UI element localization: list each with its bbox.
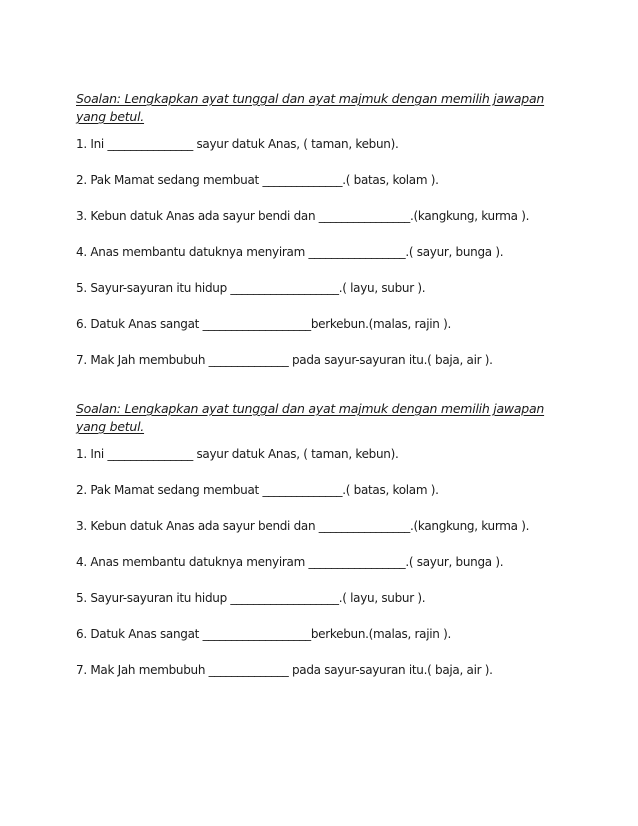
question-list [76, 446, 616, 678]
question-item-1: 1. Ini _______________ sayur datuk Anas, ( taman, kebun). [76, 447, 399, 461]
question-item-1: 1. Ini _______________ sayur datuk Anas, ( taman, kebun). [76, 137, 399, 151]
worksheet-section-1 [76, 90, 616, 367]
question-item-4: 4. Anas membantu datuknya menyiram _________________.( sayur, bunga ). [76, 555, 504, 569]
question-item-6: 6. Datuk Anas sangat ___________________berkebun.(malas, rajin ). [76, 317, 452, 331]
question-list [76, 136, 616, 368]
question-item-2: 2. Pak Mamat sedang membuat ______________.( batas, kolam ). [76, 483, 439, 497]
question-item-5: 5. Sayur-sayuran itu hidup ___________________.( layu, subur ). [76, 591, 426, 605]
question-item-3: 3. Kebun datuk Anas ada sayur bendi dan ________________.(kangkung, kurma ). [76, 209, 530, 223]
question-item-5: 5. Sayur-sayuran itu hidup ___________________.( layu, subur ). [76, 281, 426, 295]
question-item-4: 4. Anas membantu datuknya menyiram _________________.( sayur, bunga ). [76, 245, 504, 259]
question-item-6: 6. Datuk Anas sangat ___________________berkebun.(malas, rajin ). [76, 627, 452, 641]
question-item-3: 3. Kebun datuk Anas ada sayur bendi dan ________________.(kangkung, kurma ). [76, 519, 530, 533]
question-item-7: 7. Mak Jah membubuh ______________ pada sayur-sayuran itu.( baja, air ). [76, 663, 493, 677]
question-item-7: 7. Mak Jah membubuh ______________ pada sayur-sayuran itu.( baja, air ). [76, 353, 493, 367]
question-instruction: Soalan: Lengkapkan ayat tunggal dan ayat majmuk dengan memilih jawapan yang betul. [76, 91, 545, 124]
question-instruction: Soalan: Lengkapkan ayat tunggal dan ayat majmuk dengan memilih jawapan yang betul. [76, 401, 545, 434]
worksheet-section-2 [76, 400, 616, 677]
question-item-2: 2. Pak Mamat sedang membuat ______________.( batas, kolam ). [76, 173, 439, 187]
